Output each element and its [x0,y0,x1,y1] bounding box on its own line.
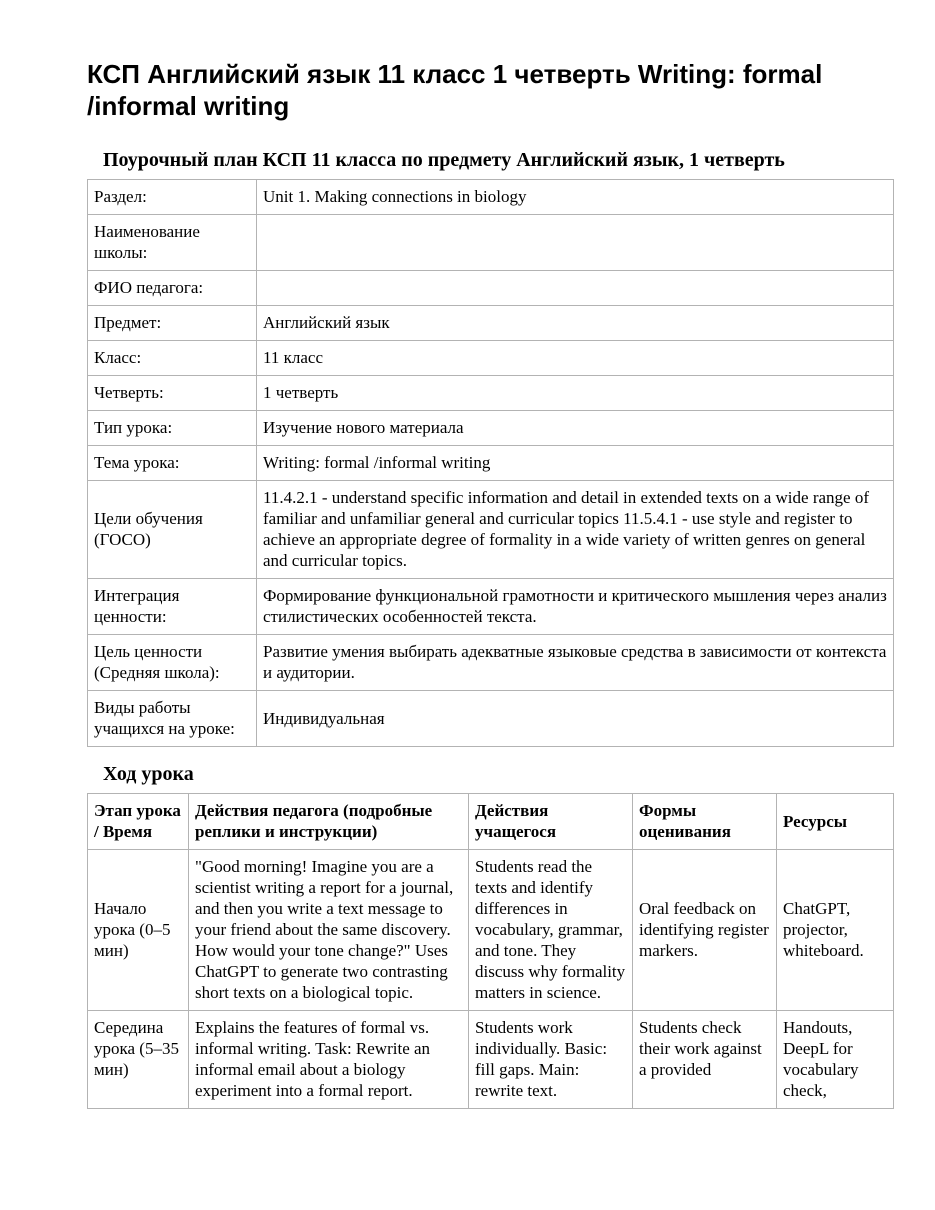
info-row-school [88,215,894,271]
column-header-assessment: Формы оценивания [633,794,777,850]
info-row-teacher [88,271,894,306]
column-header-teacher-actions: Действия педагога (подробные реплики и инструкции) [189,794,469,850]
table-header-row [88,794,894,850]
stage-cell: Начало урока (0–5 мин) [88,850,189,1011]
resources-cell: Handouts, DeepL for vocabulary check, [777,1011,894,1109]
info-row-lesson-type [88,411,894,446]
lesson-progress-table [87,793,894,1109]
stage-cell: Середина урока (5–35 мин) [88,1011,189,1109]
info-value: 11.4.2.1 - understand specific information and detail in extended texts on a wide range of familiar and unfamiliar general and curricular topics 11.5.4.1 - use style and register to achieve an appropriate degree of formality in a wide variety of written genres on general and curricular topics. [257,481,894,579]
info-label: Цели обучения (ГОСО) [88,481,257,579]
info-value: Формирование функциональной грамотности и критического мышления через анализ стилистических особенностей текста. [257,579,894,635]
info-row-work-types [88,691,894,747]
info-label: Класс: [88,341,257,376]
info-row-learning-goals [88,481,894,579]
info-value [257,215,894,271]
info-label: Цель ценности (Средняя школа): [88,635,257,691]
assessment-cell: Oral feedback on identifying register markers. [633,850,777,1011]
assessment-cell: Students check their work against a provided [633,1011,777,1109]
info-value: 11 класс [257,341,894,376]
info-row-value-goal [88,635,894,691]
teacher-actions-cell: "Good morning! Imagine you are a scientist writing a report for a journal, and then you write a text message to your friend about the same discovery. How would your tone change?" Uses ChatGPT to generate two contrasting short texts on a biological topic. [189,850,469,1011]
info-label: ФИО педагога: [88,271,257,306]
info-row-value-integration [88,579,894,635]
table-row [88,850,894,1011]
info-row-quarter [88,376,894,411]
info-row-subject [88,306,894,341]
info-value: Unit 1. Making connections in biology [257,180,894,215]
info-value: Индивидуальная [257,691,894,747]
resources-cell: ChatGPT, projector, whiteboard. [777,850,894,1011]
column-header-resources: Ресурсы [777,794,894,850]
info-value: Изучение нового материала [257,411,894,446]
info-label: Четверть: [88,376,257,411]
column-header-stage: Этап урока / Время [88,794,189,850]
info-label: Раздел: [88,180,257,215]
lesson-progress-heading: Ход урока [103,763,194,785]
info-value: Writing: formal /informal writing [257,446,894,481]
info-row-grade [88,341,894,376]
column-header-student-actions: Действия учащегося [469,794,633,850]
info-label: Тип урока: [88,411,257,446]
teacher-actions-cell: Explains the features of formal vs. informal writing. Task: Rewrite an informal email about a biology experiment into a formal report. [189,1011,469,1109]
info-label: Виды работы учащихся на уроке: [88,691,257,747]
info-label: Тема урока: [88,446,257,481]
plan-heading: Поурочный план КСП 11 класса по предмету Английский язык, 1 четверть [103,149,785,171]
info-label: Интеграция ценности: [88,579,257,635]
info-value [257,271,894,306]
info-value: Развитие умения выбирать адекватные языковые средства в зависимости от контекста и аудитории. [257,635,894,691]
info-row-section [88,180,894,215]
info-value: 1 четверть [257,376,894,411]
info-value: Английский язык [257,306,894,341]
info-label: Предмет: [88,306,257,341]
student-actions-cell: Students work individually. Basic: fill gaps. Main: rewrite text. [469,1011,633,1109]
info-label: Наименование школы: [88,215,257,271]
document-title: КСП Английский язык 11 класс 1 четверть Writing: formal /informal writing [87,59,823,121]
info-row-lesson-topic [88,446,894,481]
student-actions-cell: Students read the texts and identify differences in vocabulary, grammar, and tone. They discuss why formality matters in science. [469,850,633,1011]
lesson-info-table [87,179,894,747]
table-row [88,1011,894,1109]
